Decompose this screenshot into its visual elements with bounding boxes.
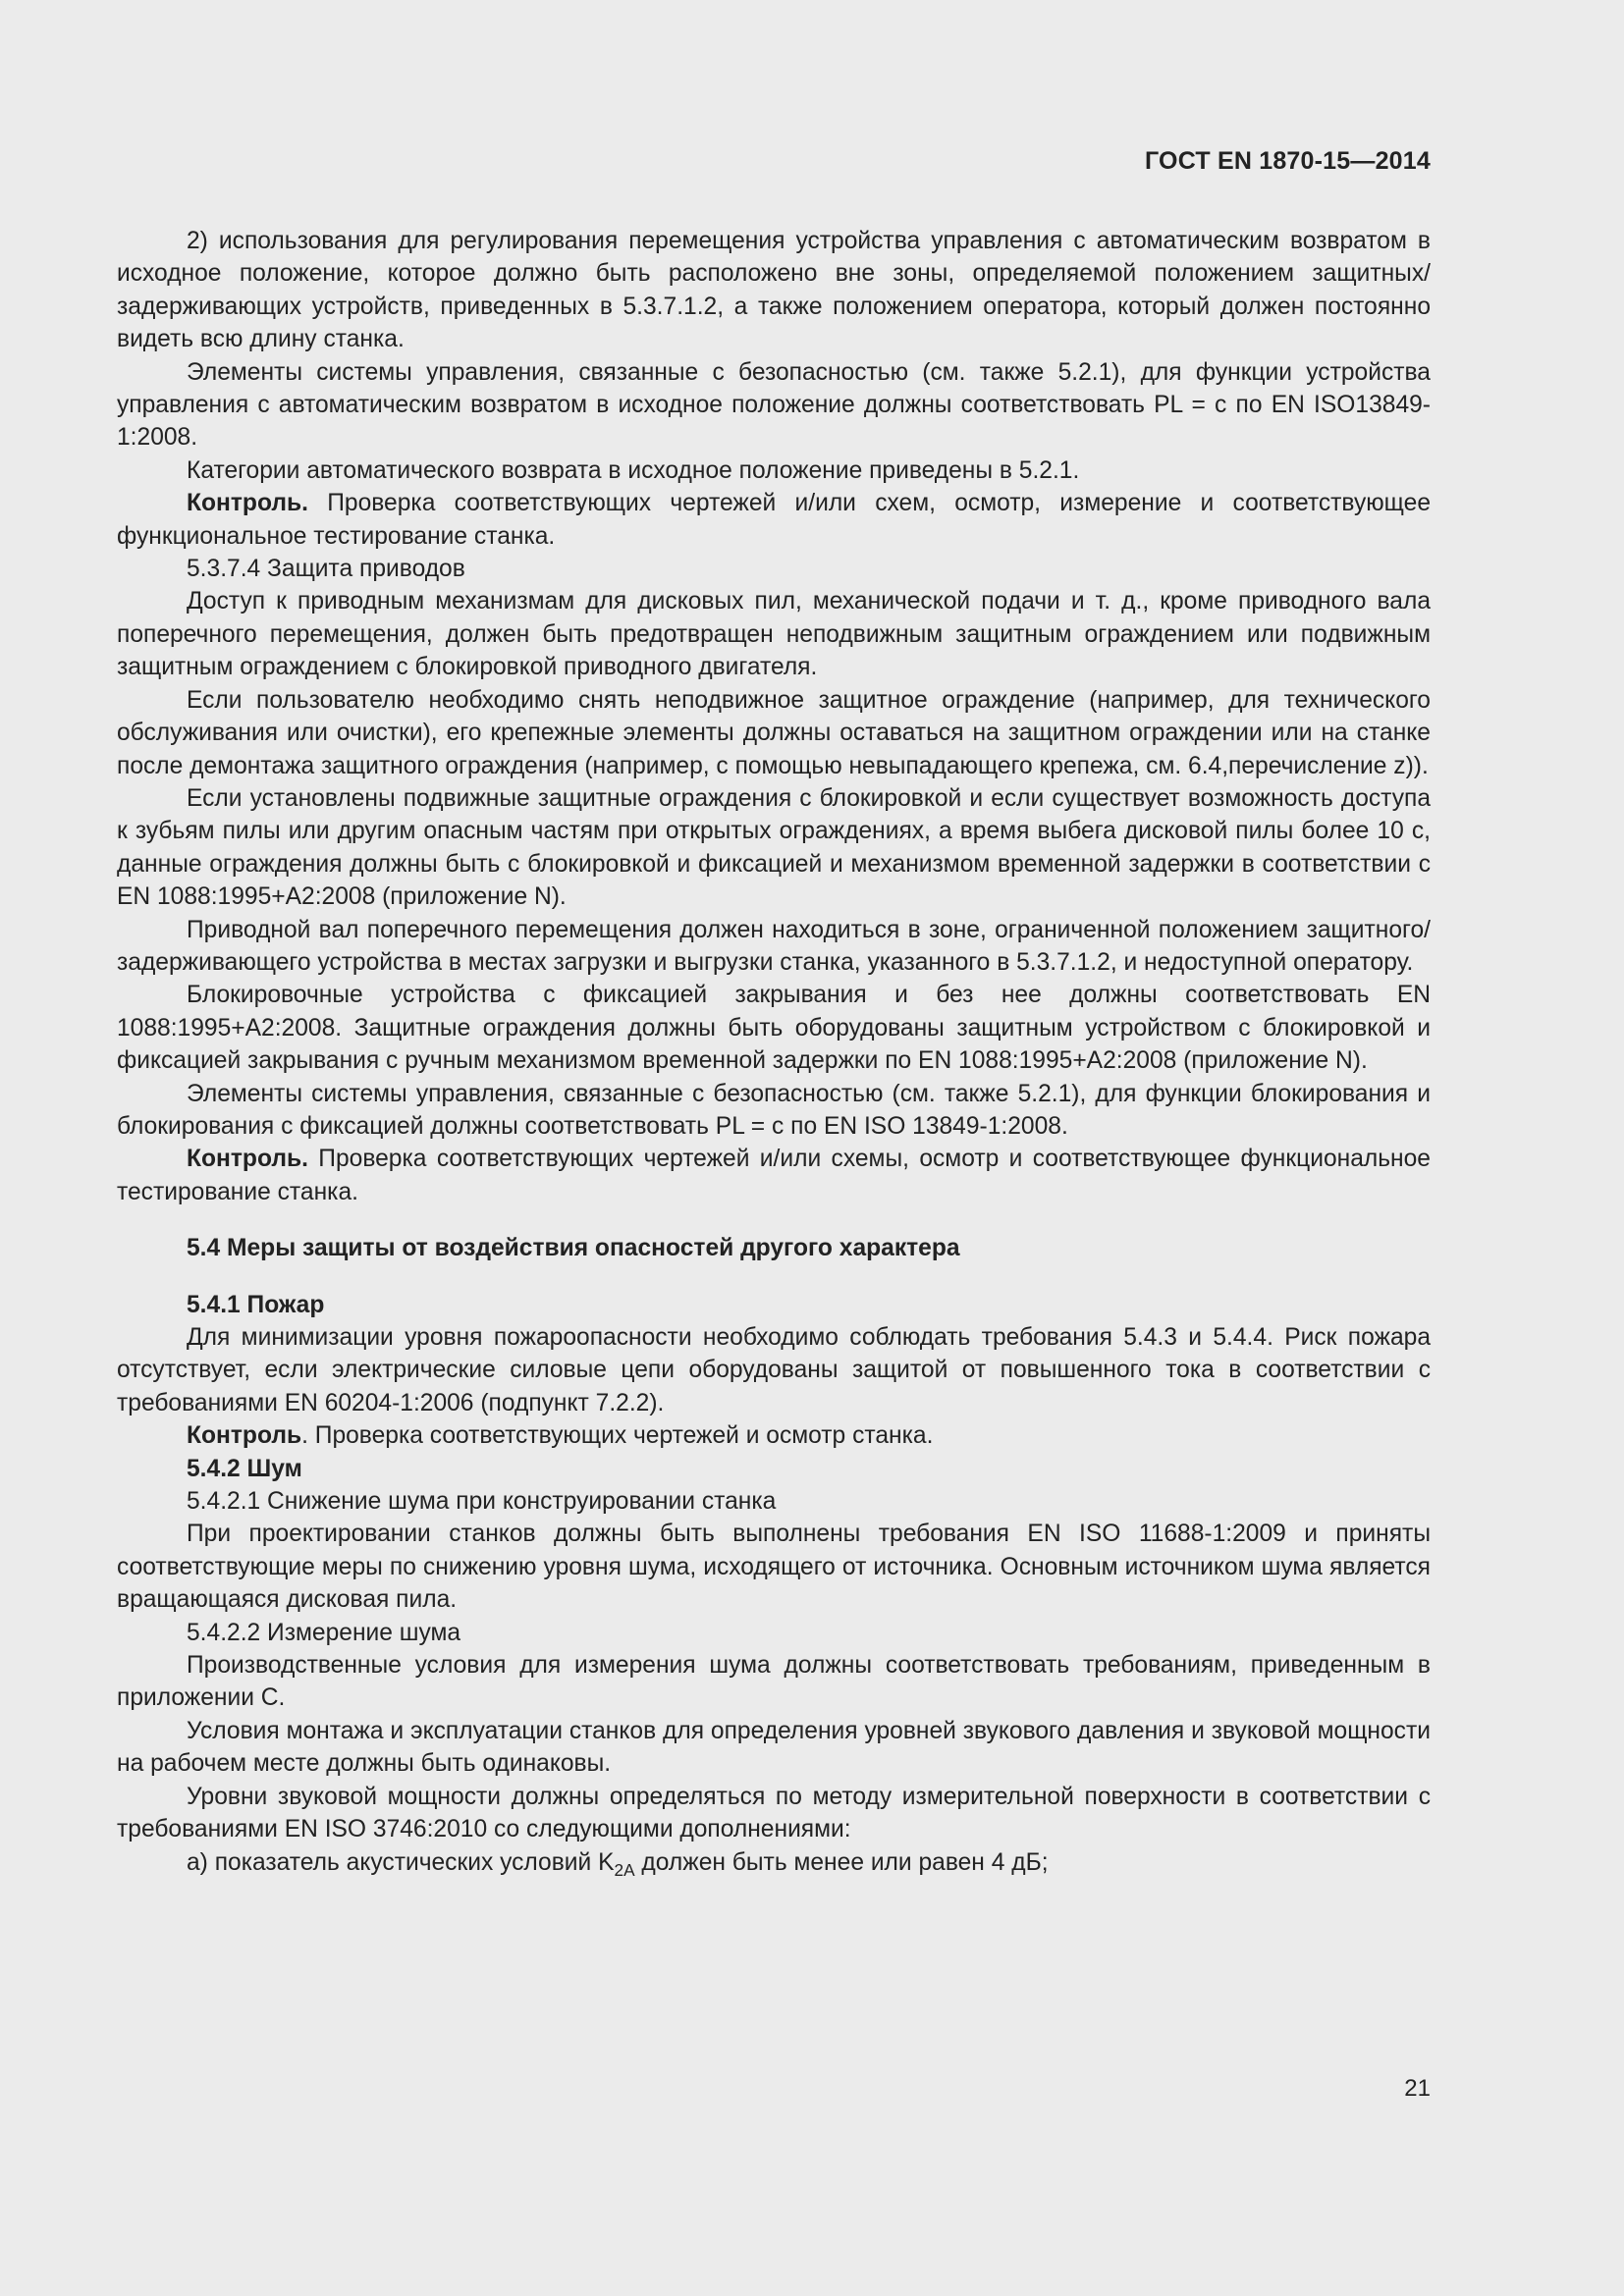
subscript: 2A bbox=[614, 1859, 635, 1880]
paragraph: Уровни звуковой мощности должны определяться по методу измерительной поверхности в соответствии с требованиями EN ISO 3746:2010 со следующими дополнениями: bbox=[117, 1783, 1431, 1843]
control-text: Проверка соответствующих чертежей и/или схем, осмотр, измерение и соответствующее функциональное тестирование станка. bbox=[117, 490, 1431, 550]
paragraph: Если пользователю необходимо снять неподвижное защитное ограждение (например, для технического обслуживания или очистки), его крепежные элементы должны оставаться на защитном ограждении или на станке после демонтажа защитного ограждения (например, с помощью невыпадающего крепежа, см. 6.4,перечисление z)). bbox=[117, 686, 1431, 779]
paragraph-control bbox=[117, 1419, 1431, 1452]
subsection-title: 5.4.2.1 Снижение шума при конструировании станка bbox=[187, 1488, 777, 1516]
paragraph: Элементы системы управления, связанные с безопасностью (см. также 5.2.1), для функции устройства управления с автоматическим возвратом в исходное положение должны соответствовать PL = с по EN ISO13849-1:2008. bbox=[117, 358, 1431, 452]
paragraph: 2) использования для регулирования перемещения устройства управления с автоматическим возвратом в исходное положение, которое должно быть расположено вне зоны, определяемой положением защитных/задерживающих устройств, приведенных в 5.3.7.1.2, а также положением оператора, который должен постоянно видеть всю длину станка. bbox=[117, 228, 1431, 353]
paragraph: Доступ к приводным механизмам для дисковых пил, механической подачи и т. д., кроме приводного вала поперечного перемещения, должен быть предотвращен неподвижным защитным ограждением или подвижным защитным ограждением с блокировкой приводного двигателя. bbox=[117, 588, 1431, 681]
list-item bbox=[117, 1846, 1431, 1879]
paragraph: Производственные условия для измерения шума должны соответствовать требованиям, приведенным в приложении С. bbox=[117, 1652, 1431, 1712]
paragraph-control bbox=[117, 1143, 1431, 1208]
list-item-text-end: должен быть менее или равен 4 дБ; bbox=[634, 1848, 1049, 1876]
control-label: Контроль. bbox=[187, 490, 308, 517]
control-label: Контроль bbox=[187, 1422, 302, 1450]
paragraph: Элементы системы управления, связанные с безопасностью (см. также 5.2.1), для функции блокирования и блокирования с фиксацией должны соответствовать PL = с по EN ISO 13849-1:2008. bbox=[117, 1080, 1431, 1140]
paragraph-control bbox=[117, 487, 1431, 553]
control-text: Проверка соответствующих чертежей и/или схемы, осмотр и соответствующее функциональное тестирование станка. bbox=[117, 1146, 1431, 1205]
list-item-text: а) показатель акустических условий K bbox=[187, 1848, 615, 1876]
section-heading: 5.4 Меры защиты от воздействия опасностей другого характера bbox=[187, 1235, 960, 1262]
page-number: 21 bbox=[1404, 2075, 1431, 2102]
paragraph: Приводной вал поперечного перемещения должен находиться в зоне, ограниченной положением защитного/задерживающего устройства в местах загрузки и выгрузки станка, указанного в 5.3.7.1.2, и недоступной оператору. bbox=[117, 916, 1431, 976]
paragraph: При проектировании станков должны быть выполнены требования EN ISO 11688-1:2009 и приняты соответствующие меры по снижению уровня шума, исходящего от источника. Основным источником шума является вращающаяся дисковая пила. bbox=[117, 1521, 1431, 1614]
section-heading: 5.4.2 Шум bbox=[187, 1455, 302, 1482]
body-text bbox=[117, 225, 1431, 1879]
subsection-title: 5.3.7.4 Защита приводов bbox=[187, 556, 465, 583]
paragraph: Если установлены подвижные защитные ограждения с блокировкой и если существует возможность доступа к зубьям пилы или другим опасным частям при открытых ограждениях, а время выбега дисковой пилы более 10 с, данные ограждения должны быть с блокировкой и фиксацией и механизмом временной задержки в соответствии с EN 1088:1995+А2:2008 (приложение N). bbox=[117, 784, 1431, 911]
section-heading: 5.4.1 Пожар bbox=[187, 1291, 325, 1318]
standard-designation: ГОСТ EN 1870-15—2014 bbox=[1145, 147, 1431, 175]
control-text: . Проверка соответствующих чертежей и осмотр станка. bbox=[301, 1422, 934, 1450]
paragraph: Категории автоматического возврата в исходное положение приведены в 5.2.1. bbox=[187, 456, 1080, 484]
subsection-title: 5.4.2.2 Измерение шума bbox=[187, 1619, 461, 1646]
paragraph: Условия монтажа и эксплуатации станков для определения уровней звукового давления и звуковой мощности на рабочем месте должны быть одинаковы. bbox=[117, 1717, 1431, 1778]
control-label: Контроль. bbox=[187, 1146, 308, 1173]
paragraph: Для минимизации уровня пожароопасности необходимо соблюдать требования 5.4.3 и 5.4.4. Риск пожара отсутствует, если электрические силовые цепи оборудованы защитой от повышенного тока в соответствии с требованиями EN 60204-1:2006 (подпункт 7.2.2). bbox=[117, 1324, 1431, 1416]
paragraph: Блокировочные устройства с фиксацией закрывания и без нее должны соответствовать EN 1088:1995+А2:2008. Защитные ограждения должны быть оборудованы защитным устройством с блокировкой и фиксацией закрывания с ручным механизмом временной задержки по EN 1088:1995+А2:2008 (приложение N). bbox=[117, 982, 1431, 1075]
